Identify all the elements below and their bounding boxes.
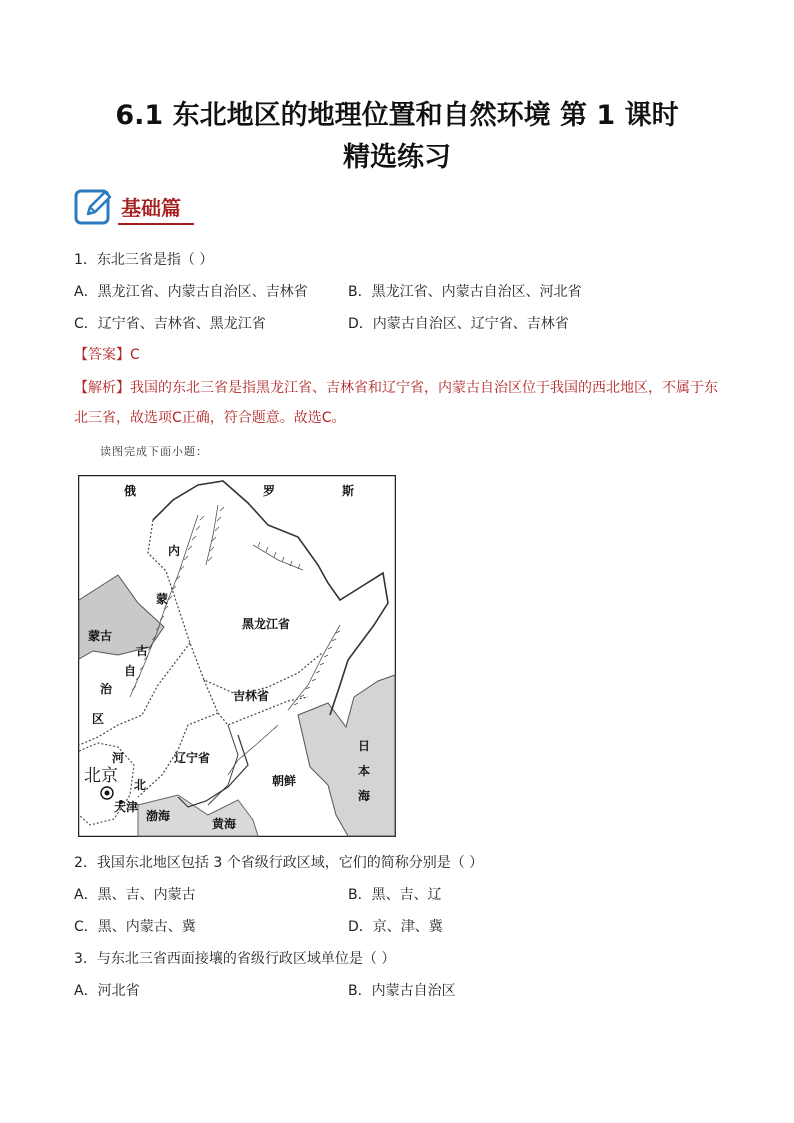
q3-stem: 3．与东北三省西面接壤的省级行政区域单位是（ ） xyxy=(74,951,396,967)
q1-answer xyxy=(74,345,140,365)
pencil-edit-icon xyxy=(74,186,114,226)
map-label-liaoning: 辽宁省 xyxy=(174,751,211,765)
map-label-luo: 罗 xyxy=(263,484,276,498)
map-label-zhi: 治 xyxy=(100,682,113,696)
q2-option-d: D．京、津、冀 xyxy=(348,919,443,935)
map-label-gu: 古 xyxy=(136,644,149,658)
analysis-text: 我国的东北三省是指黑龙江省、吉林省和辽宁省，内蒙古自治区位于我国的西北地区，不属于东 xyxy=(130,380,718,396)
q2-option-c: C．黑、内蒙古、冀 xyxy=(74,919,196,935)
section-label: 基础篇 xyxy=(121,196,181,220)
q2-option-b: B．黑、吉、辽 xyxy=(348,887,442,903)
q3-option-a: A．河北省 xyxy=(74,983,140,999)
map-label-nei: 内 xyxy=(168,544,181,558)
map-label-huanghai: 黄海 xyxy=(212,817,237,831)
map-label-ri: 日 xyxy=(358,739,371,753)
q2-option-a: A．黑、吉、内蒙古 xyxy=(74,887,196,903)
map-label-qu: 区 xyxy=(92,712,105,726)
q2-stem: 2．我国东北地区包括 3 个省级行政区域，它们的简称分别是（ ） xyxy=(74,855,484,871)
q1-option-c: C．辽宁省、吉林省、黑龙江省 xyxy=(74,316,266,332)
map-label-e: 俄 xyxy=(124,484,137,498)
page-title: 6.1 东北地区的地理位置和自然环境 第 1 课时 xyxy=(115,100,679,131)
q3-option-b: B．内蒙古自治区 xyxy=(348,983,456,999)
map-label-bei: 北 xyxy=(134,778,147,792)
q1-stem: 1．东北三省是指（ ） xyxy=(74,252,214,268)
q1-analysis-line2: 北三省，故选项C正确，符合题意。故选C。 xyxy=(74,410,346,426)
q1-option-a: A．黑龙江省、内蒙古自治区、吉林省 xyxy=(74,284,308,300)
map-label-heilongjiang: 黑龙江省 xyxy=(242,617,291,631)
page-subtitle: 精选练习 xyxy=(343,142,451,173)
answer-value: C xyxy=(130,347,140,363)
q1-option-b: B．黑龙江省、内蒙古自治区、河北省 xyxy=(348,284,582,300)
map-label-ben: 本 xyxy=(358,764,371,778)
map-label-beijing: 北京 xyxy=(84,766,118,786)
map-label-bohai: 渤海 xyxy=(146,809,171,823)
section-underline xyxy=(118,223,194,225)
map-label-mongolia: 蒙古 xyxy=(88,629,113,643)
map-label-he: 河 xyxy=(112,751,125,765)
analysis-tag: 【解析】 xyxy=(74,380,130,396)
map-intro: 读图完成下面小题： xyxy=(100,445,208,458)
map-label-hai: 海 xyxy=(358,789,371,803)
map-label-tianjin: 天津 xyxy=(114,800,139,814)
answer-tag: 【答案】 xyxy=(74,347,130,363)
map-label-chaoxian: 朝鲜 xyxy=(272,774,297,788)
map-label-jilin: 吉林省 xyxy=(233,689,270,703)
q1-analysis-line1 xyxy=(74,378,718,398)
map-label-meng: 蒙 xyxy=(156,592,169,606)
northeast-china-map xyxy=(78,475,396,837)
map-label-zi: 自 xyxy=(124,664,137,678)
map-label-si: 斯 xyxy=(342,484,355,498)
q1-option-d: D．内蒙古自治区、辽宁省、吉林省 xyxy=(348,316,569,332)
